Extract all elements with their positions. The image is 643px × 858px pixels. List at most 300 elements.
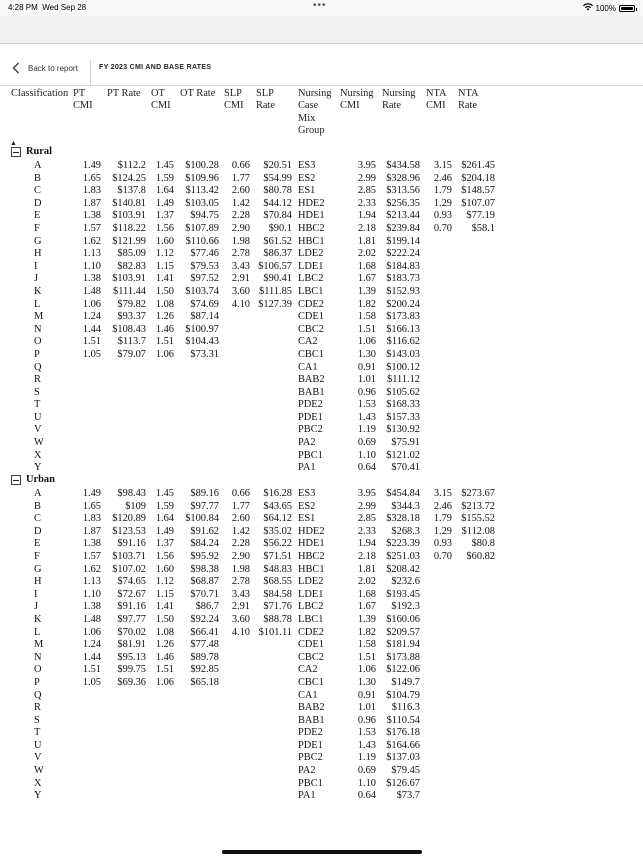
row-classification: I	[34, 588, 38, 600]
table-row[interactable]	[0, 185, 643, 198]
table-row[interactable]	[0, 702, 643, 715]
cell-nursing-cmi: 2.33	[357, 197, 376, 209]
cell-slp-cmi: 2.91	[231, 273, 250, 285]
row-classification: V	[34, 752, 42, 764]
cell-pt-cmi: 1.44	[82, 651, 101, 663]
collapse-icon[interactable]	[11, 147, 21, 157]
cell-nursing-rate: $313.56	[386, 185, 420, 197]
cell-pt-rate: $98.43	[117, 488, 146, 499]
cell-ot-rate: $110.66	[185, 235, 219, 247]
cell-nursing-rate: $193.45	[386, 588, 420, 600]
table-row[interactable]	[0, 564, 643, 577]
cell-nursing-cmi: 1.67	[357, 601, 376, 613]
row-classification: I	[34, 260, 38, 272]
cell-pt-cmi: 1.62	[82, 235, 101, 247]
cell-nta-rate: $80.8	[471, 538, 495, 550]
cell-slp-cmi: 0.66	[231, 160, 250, 171]
cell-nursing-cmi: 1.51	[357, 323, 376, 335]
cell-nursing-group: HBC1	[298, 235, 325, 247]
cell-nursing-cmi: 1.82	[357, 626, 376, 638]
cell-nursing-cmi: 0.96	[357, 714, 376, 726]
cell-nursing-rate: $209.57	[386, 626, 420, 638]
cell-nursing-group: ES1	[298, 513, 316, 525]
back-to-report-button[interactable]	[12, 62, 78, 74]
column-header-slp-cmi[interactable]: SLP CMI	[224, 88, 244, 112]
cell-nta-cmi: 1.29	[433, 197, 452, 209]
cell-nta-cmi: 1.29	[433, 525, 452, 537]
cell-ot-rate: $100.28	[185, 160, 219, 171]
cell-slp-cmi: 2.28	[231, 210, 250, 222]
cell-ot-rate: $98.38	[190, 563, 219, 575]
row-classification: W	[34, 437, 44, 449]
row-classification: C	[34, 185, 41, 197]
cell-nursing-group: CA1	[298, 361, 318, 373]
table-row[interactable]	[0, 501, 643, 514]
table-row[interactable]	[0, 639, 643, 652]
cell-ot-cmi: 1.08	[155, 626, 174, 638]
cell-ot-rate: $65.18	[190, 676, 219, 688]
cell-ot-rate: $113.42	[185, 185, 219, 197]
cell-nursing-group: PBC2	[298, 424, 323, 436]
cell-slp-cmi: 1.77	[231, 172, 250, 184]
table-row[interactable]	[0, 349, 643, 362]
cell-nursing-cmi: 1.51	[357, 651, 376, 663]
cell-nta-cmi: 0.70	[433, 550, 452, 562]
cell-nursing-rate: $192.3	[391, 601, 420, 613]
cell-pt-cmi: 1.51	[82, 336, 101, 348]
cell-nursing-rate: $199.14	[386, 235, 420, 247]
cell-pt-cmi: 1.38	[82, 601, 101, 613]
cell-ot-rate: $100.97	[185, 323, 219, 335]
cell-nursing-cmi: 1.43	[357, 411, 376, 423]
table-row[interactable]	[0, 778, 643, 791]
cell-ot-cmi: 1.06	[155, 348, 174, 360]
table-row[interactable]	[0, 273, 643, 286]
row-classification: B	[34, 172, 41, 184]
row-classification: Q	[34, 361, 42, 373]
cell-nursing-rate: $126.67	[386, 777, 420, 789]
cell-nursing-rate: $100.12	[386, 361, 420, 373]
cell-ot-cmi: 1.45	[155, 160, 174, 171]
column-header-classification[interactable]: Classification	[11, 88, 69, 99]
row-classification: A	[34, 160, 42, 171]
row-classification: L	[34, 298, 41, 310]
cell-nursing-group: ES3	[298, 488, 316, 499]
cell-ot-rate: $103.05	[185, 197, 219, 209]
status-right	[583, 3, 635, 13]
cell-nta-rate: $148.57	[461, 185, 495, 197]
cell-nursing-rate: $75.91	[391, 437, 420, 449]
cell-nursing-cmi: 1.81	[357, 563, 376, 575]
cell-ot-cmi: 1.56	[155, 550, 174, 562]
cell-slp-rate: $44.12	[263, 197, 292, 209]
cell-slp-cmi: 2.78	[231, 576, 250, 588]
row-classification: T	[34, 399, 41, 411]
cell-pt-cmi: 1.65	[82, 172, 101, 184]
cell-pt-cmi: 1.49	[82, 160, 101, 171]
table-row[interactable]	[0, 173, 643, 186]
cell-nursing-rate: $222.24	[386, 248, 420, 260]
cell-ot-rate: $89.78	[190, 651, 219, 663]
cell-nursing-group: LDE2	[298, 248, 324, 260]
cell-pt-cmi: 1.38	[82, 538, 101, 550]
cell-nursing-rate: $183.73	[386, 273, 420, 285]
row-classification: H	[34, 248, 42, 260]
collapse-icon[interactable]	[11, 475, 21, 485]
cell-ot-cmi: 1.06	[155, 676, 174, 688]
cell-nursing-rate: $116.62	[386, 336, 420, 348]
cell-nursing-cmi: 1.01	[357, 374, 376, 386]
cell-nta-rate: $112.08	[461, 525, 495, 537]
cell-nursing-cmi: 1.67	[357, 273, 376, 285]
table-row[interactable]	[0, 248, 643, 261]
table-row[interactable]	[0, 664, 643, 677]
cell-ot-cmi: 1.12	[155, 248, 174, 260]
cell-pt-rate: $85.09	[117, 248, 146, 260]
table-row[interactable]	[0, 299, 643, 312]
cell-slp-rate: $71.76	[263, 601, 292, 613]
cell-nursing-group: PA2	[298, 765, 316, 777]
cell-ot-rate: $107.89	[185, 222, 219, 234]
table-row[interactable]	[0, 790, 643, 803]
table-row[interactable]	[0, 286, 643, 299]
cell-nursing-rate: $104.79	[386, 689, 420, 701]
table-row[interactable]	[0, 412, 643, 425]
cell-slp-rate: $64.12	[263, 513, 292, 525]
cell-nursing-group: ES3	[298, 160, 316, 171]
wifi-icon	[583, 3, 593, 13]
cell-nursing-cmi: 1.82	[357, 298, 376, 310]
multitasking-dots-icon[interactable]: •••	[313, 0, 327, 11]
cell-slp-cmi: 2.78	[231, 248, 250, 260]
cell-nursing-group: CA1	[298, 689, 318, 701]
cell-nursing-rate: $130.92	[386, 424, 420, 436]
cell-nta-rate: $60.82	[466, 550, 495, 562]
cell-slp-rate: $106.57	[258, 260, 292, 272]
table-row[interactable]	[0, 765, 643, 778]
table-row[interactable]	[0, 740, 643, 753]
cell-slp-rate: $48.83	[263, 563, 292, 575]
cell-pt-cmi: 1.24	[82, 639, 101, 651]
table-row[interactable]	[0, 538, 643, 551]
column-header-pt-cmi[interactable]: PT CMI	[73, 88, 93, 112]
table-row[interactable]	[0, 362, 643, 375]
row-classification: A	[34, 488, 42, 499]
cell-ot-cmi: 1.15	[155, 260, 174, 272]
cell-nursing-cmi: 0.64	[357, 462, 376, 474]
cell-nursing-group: CA2	[298, 336, 318, 348]
cell-nursing-rate: $122.06	[386, 664, 420, 676]
table-row[interactable]	[0, 589, 643, 602]
table-row[interactable]	[0, 652, 643, 665]
column-header-nursing-rate[interactable]: Nursing Rate	[382, 88, 416, 112]
row-classification: D	[34, 525, 42, 537]
cell-nursing-cmi: 1.68	[357, 260, 376, 272]
cell-nursing-rate: $111.12	[387, 374, 420, 386]
cell-nursing-group: LBC1	[298, 613, 324, 625]
cell-nursing-rate: $116.3	[391, 702, 420, 714]
cell-nursing-group: CBC1	[298, 348, 324, 360]
cell-nursing-cmi: 1.68	[357, 588, 376, 600]
cell-nursing-cmi: 1.10	[357, 777, 376, 789]
cell-ot-cmi: 1.64	[155, 513, 174, 525]
cell-nursing-cmi: 1.43	[357, 739, 376, 751]
row-classification: P	[34, 676, 40, 688]
cell-slp-cmi: 2.90	[231, 222, 250, 234]
cell-nursing-rate: $181.94	[386, 639, 420, 651]
cell-ot-cmi: 1.60	[155, 235, 174, 247]
cell-nursing-rate: $328.96	[386, 172, 420, 184]
cell-nursing-group: PA2	[298, 437, 316, 449]
table-row[interactable]	[0, 399, 643, 412]
table-row[interactable]	[0, 488, 643, 501]
cell-slp-rate: $90.1	[268, 222, 292, 234]
cell-nursing-group: HBC2	[298, 550, 325, 562]
cell-pt-rate: $109	[125, 500, 146, 512]
table-row[interactable]	[0, 424, 643, 437]
table-row[interactable]	[0, 261, 643, 274]
table-row[interactable]	[0, 677, 643, 690]
battery-icon	[619, 5, 635, 12]
table-row[interactable]	[0, 198, 643, 211]
table-row[interactable]	[0, 236, 643, 249]
cell-pt-rate: $118.22	[112, 222, 146, 234]
cell-ot-cmi: 1.59	[155, 172, 174, 184]
cell-ot-rate: $100.84	[185, 513, 219, 525]
cell-ot-cmi: 1.60	[155, 563, 174, 575]
cell-nursing-rate: $232.6	[391, 576, 420, 588]
table-row[interactable]	[0, 614, 643, 627]
cell-slp-rate: $80.78	[263, 185, 292, 197]
table-row[interactable]	[0, 627, 643, 640]
cell-ot-cmi: 1.37	[155, 538, 174, 550]
status-time: 4:28 PM Wed Sep 28	[8, 3, 87, 12]
table-row[interactable]	[0, 210, 643, 223]
cell-pt-cmi: 1.62	[82, 563, 101, 575]
row-classification: U	[34, 411, 42, 423]
back-to-report-label: Back to report	[28, 63, 78, 73]
cell-nursing-rate: $157.33	[386, 411, 420, 423]
cell-pt-rate: $112.2	[117, 160, 146, 171]
row-classification: V	[34, 424, 42, 436]
cell-nursing-rate: $121.02	[386, 449, 420, 461]
cell-nursing-rate: $152.93	[386, 285, 420, 297]
cell-ot-rate: $109.96	[185, 172, 219, 184]
table-row[interactable]	[0, 387, 643, 400]
cell-pt-cmi: 1.48	[82, 285, 101, 297]
cell-nursing-rate: $164.66	[386, 739, 420, 751]
cell-slp-cmi: 1.98	[231, 563, 250, 575]
cell-ot-cmi: 1.45	[155, 488, 174, 499]
table-row[interactable]	[0, 374, 643, 387]
cell-nursing-rate: $454.84	[386, 488, 420, 499]
table-row[interactable]	[0, 223, 643, 236]
cell-nursing-rate: $213.44	[386, 210, 420, 222]
cell-ot-cmi: 1.41	[155, 601, 174, 613]
section-toggle-rural[interactable]	[11, 146, 52, 159]
cell-nursing-cmi: 0.91	[357, 361, 376, 373]
cell-pt-cmi: 1.87	[82, 525, 101, 537]
table-row[interactable]	[0, 311, 643, 324]
cell-slp-cmi: 2.90	[231, 550, 250, 562]
cell-nursing-cmi: 0.69	[357, 437, 376, 449]
cell-nursing-group: PA1	[298, 462, 316, 474]
cell-slp-cmi: 4.10	[231, 298, 250, 310]
cell-pt-cmi: 1.05	[82, 676, 101, 688]
cell-pt-cmi: 1.83	[82, 513, 101, 525]
column-header-ot-rate[interactable]: OT Rate	[180, 88, 216, 99]
table-row[interactable]	[0, 576, 643, 589]
home-indicator[interactable]	[222, 850, 422, 854]
cell-nursing-rate: $105.62	[386, 386, 420, 398]
cell-slp-cmi: 3.60	[231, 285, 250, 297]
table-row[interactable]	[0, 752, 643, 765]
table-row[interactable]	[0, 551, 643, 564]
row-classification: P	[34, 348, 40, 360]
cell-slp-cmi: 2.91	[231, 601, 250, 613]
cell-pt-rate: $124.25	[112, 172, 146, 184]
cell-nursing-rate: $208.42	[386, 563, 420, 575]
header-divider	[90, 60, 91, 86]
cell-nursing-cmi: 1.39	[357, 613, 376, 625]
cell-nta-rate: $58.1	[471, 222, 495, 234]
cell-nursing-rate: $70.41	[391, 462, 420, 474]
cell-nursing-cmi: 1.19	[357, 752, 376, 764]
cell-nursing-rate: $143.03	[386, 348, 420, 360]
cell-slp-rate: $16.28	[263, 488, 292, 499]
cell-ot-rate: $87.14	[190, 311, 219, 323]
table-row[interactable]	[0, 462, 643, 475]
cell-nursing-group: LDE2	[298, 576, 324, 588]
cell-pt-cmi: 1.13	[82, 576, 101, 588]
cell-nursing-rate: $344.3	[391, 500, 420, 512]
cell-nta-cmi: 3.15	[433, 488, 452, 499]
cell-ot-rate: $77.46	[190, 248, 219, 260]
table-row[interactable]	[0, 437, 643, 450]
cell-pt-rate: $111.44	[113, 285, 146, 297]
cell-ot-cmi: 1.41	[155, 273, 174, 285]
cell-nta-rate: $155.52	[461, 513, 495, 525]
cell-slp-rate: $111.85	[259, 285, 292, 297]
row-classification: S	[34, 386, 40, 398]
cell-nursing-cmi: 1.06	[357, 664, 376, 676]
cell-nursing-group: PBC1	[298, 777, 323, 789]
table-row[interactable]	[0, 513, 643, 526]
cell-ot-rate: $77.48	[190, 639, 219, 651]
sort-ascending-icon[interactable]: ▲	[10, 139, 17, 147]
cell-nursing-group: BAB1	[298, 386, 325, 398]
cell-nta-cmi: 0.93	[433, 210, 452, 222]
row-classification: F	[34, 222, 40, 234]
table-row[interactable]	[0, 324, 643, 337]
table-row[interactable]	[0, 160, 643, 173]
cell-nursing-group: BAB2	[298, 702, 325, 714]
table-row[interactable]	[0, 690, 643, 703]
cell-nursing-cmi: 2.99	[357, 172, 376, 184]
cell-nta-rate: $107.07	[461, 197, 495, 209]
cell-nursing-cmi: 1.30	[357, 348, 376, 360]
cell-nta-cmi: 1.79	[433, 185, 452, 197]
table-row[interactable]	[0, 601, 643, 614]
row-classification: L	[34, 626, 41, 638]
row-classification: E	[34, 210, 41, 222]
cell-ot-rate: $86.7	[195, 601, 219, 613]
cell-nursing-group: HDE1	[298, 538, 325, 550]
column-header-pt-rate[interactable]: PT Rate	[107, 88, 141, 99]
column-header-nta-rate[interactable]: NTA Rate	[458, 88, 479, 112]
cell-nursing-group: ES2	[298, 172, 316, 184]
cell-nursing-group: LDE1	[298, 260, 324, 272]
cell-slp-rate: $35.02	[263, 525, 292, 537]
cell-pt-rate: $103.91	[112, 210, 146, 222]
row-classification: M	[34, 639, 44, 651]
column-header-nursing-group[interactable]: Nursing Case Mix Group	[298, 88, 332, 136]
column-header-nursing-cmi[interactable]: Nursing CMI	[340, 88, 374, 112]
table-row[interactable]	[0, 526, 643, 539]
cell-pt-cmi: 1.13	[82, 248, 101, 260]
cell-nursing-cmi: 1.58	[357, 311, 376, 323]
cell-nursing-cmi: 0.64	[357, 790, 376, 802]
row-classification: R	[34, 374, 41, 386]
cell-nursing-group: CDE2	[298, 626, 324, 638]
row-classification: E	[34, 538, 41, 550]
cell-nursing-cmi: 2.99	[357, 500, 376, 512]
table-row[interactable]	[0, 715, 643, 728]
section-toggle-urban[interactable]	[11, 474, 55, 487]
cell-pt-cmi: 1.87	[82, 197, 101, 209]
cell-nursing-rate: $160.06	[386, 613, 420, 625]
cell-nta-cmi: 2.46	[433, 500, 452, 512]
cell-slp-rate: $127.39	[258, 298, 292, 310]
cell-slp-rate: $61.52	[263, 235, 292, 247]
cell-slp-rate: $68.55	[263, 576, 292, 588]
cell-nursing-group: PDE2	[298, 399, 323, 411]
cell-pt-rate: $123.53	[112, 525, 146, 537]
row-classification: H	[34, 576, 42, 588]
cell-nta-rate: $261.45	[461, 160, 495, 171]
table-row[interactable]	[0, 336, 643, 349]
cell-nursing-rate: $328.18	[386, 513, 420, 525]
cell-nursing-cmi: 2.33	[357, 525, 376, 537]
cell-ot-rate: $79.53	[190, 260, 219, 272]
cell-nursing-cmi: 1.30	[357, 676, 376, 688]
cell-ot-cmi: 1.50	[155, 613, 174, 625]
cell-nursing-rate: $251.03	[386, 550, 420, 562]
cell-nursing-group: PA1	[298, 790, 316, 802]
cell-slp-rate: $43.65	[263, 500, 292, 512]
cell-ot-cmi: 1.59	[155, 500, 174, 512]
cell-slp-cmi: 3.43	[231, 588, 250, 600]
cell-ot-rate: $103.74	[185, 285, 219, 297]
cell-nursing-cmi: 0.91	[357, 689, 376, 701]
column-header-ot-cmi[interactable]: OT CMI	[151, 88, 171, 112]
cell-nursing-cmi: 1.53	[357, 727, 376, 739]
column-header-nta-cmi[interactable]: NTA CMI	[426, 88, 447, 112]
cell-pt-rate: $79.07	[117, 348, 146, 360]
cell-pt-cmi: 1.57	[82, 550, 101, 562]
table-row[interactable]	[0, 450, 643, 463]
cell-nta-rate: $77.19	[466, 210, 495, 222]
column-header-slp-rate[interactable]: SLP Rate	[256, 88, 276, 112]
table-row[interactable]	[0, 727, 643, 740]
cell-nursing-cmi: 1.94	[357, 210, 376, 222]
cell-ot-rate: $74.69	[190, 298, 219, 310]
cell-nursing-rate: $223.39	[386, 538, 420, 550]
cell-slp-cmi: 0.66	[231, 488, 250, 499]
cell-nursing-group: HBC2	[298, 222, 325, 234]
cell-ot-rate: $91.62	[190, 525, 219, 537]
cell-pt-rate: $91.16	[117, 601, 146, 613]
